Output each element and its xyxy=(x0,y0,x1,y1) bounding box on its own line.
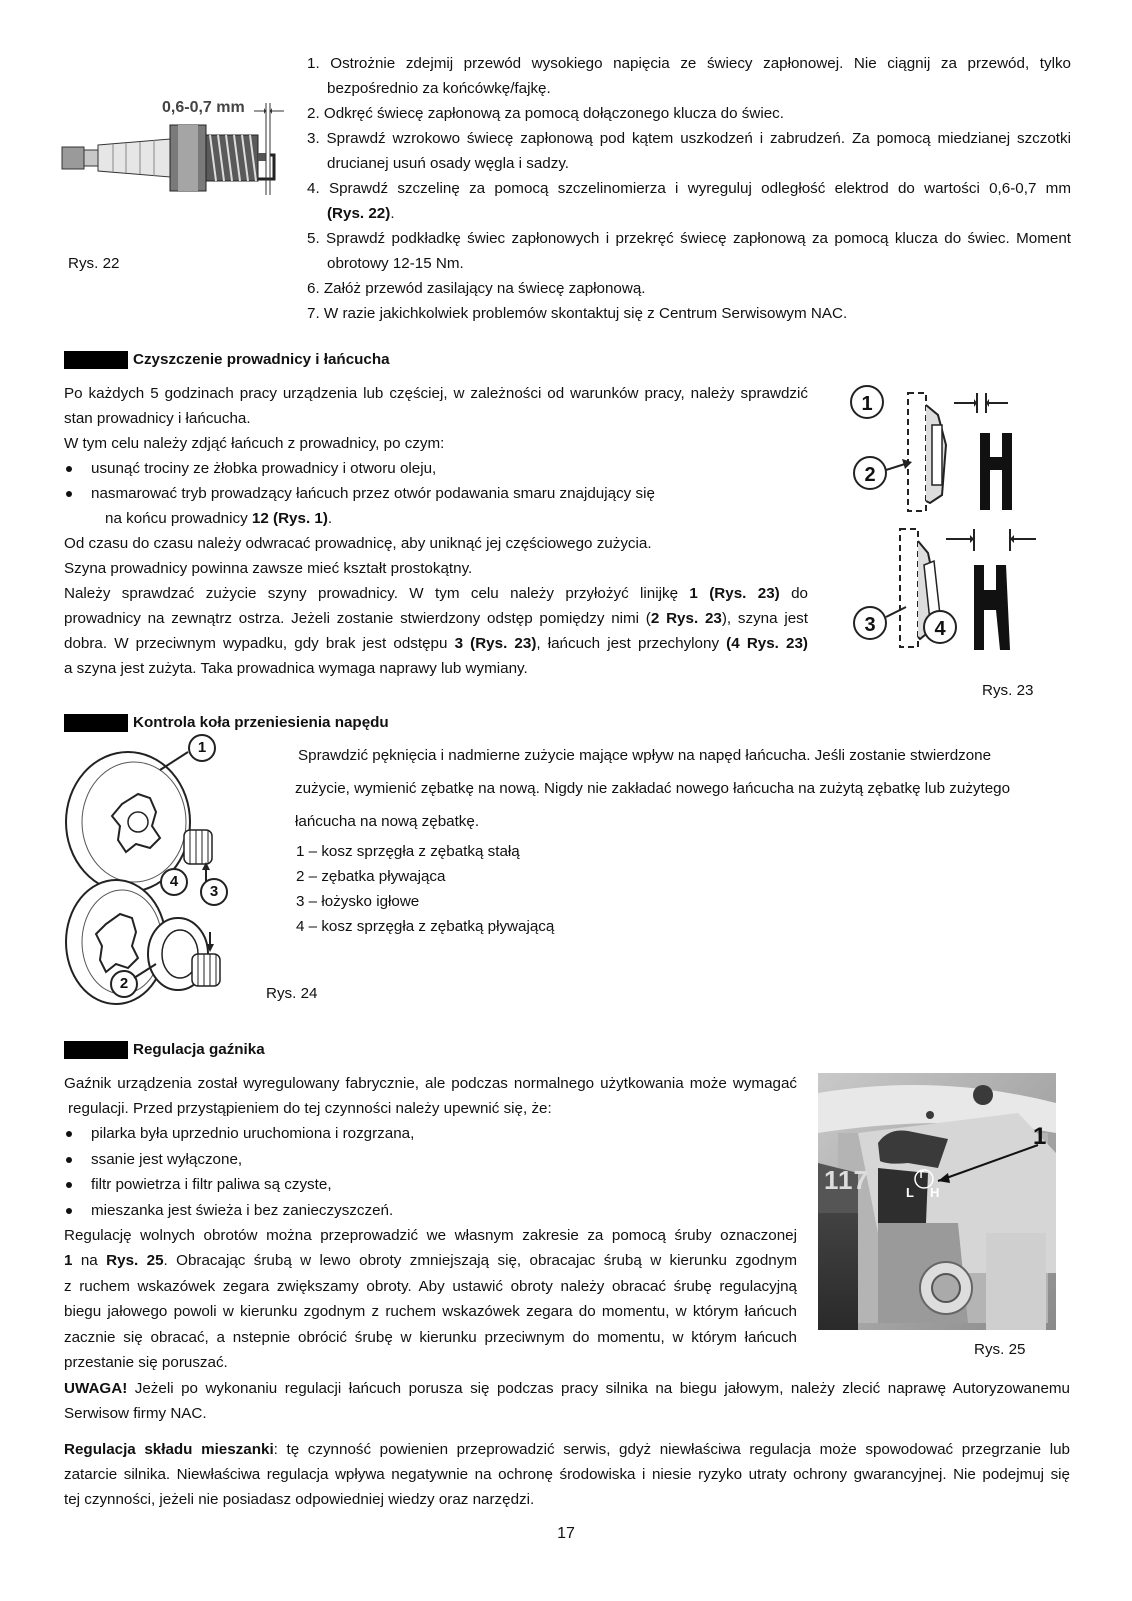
step-line: 5. Sprawdź podkładkę świec zapłonowych i przekręć świecę zapłonową za pomocą klucza do świec. Moment xyxy=(307,230,1071,247)
bullet-text: mieszanka jest świeża i bez zanieczyszczeń. xyxy=(91,1202,394,1219)
step-line: 1. Ostrożnie zdejmij przewód wysokiego napięcia ze świecy zapłonowej. Nie ciągnij za przewód, tylko xyxy=(307,55,1071,72)
fig24-label-3: 3 xyxy=(209,883,219,900)
text-line: zużycie, wymienić zębatkę na nową. Nigdy nie zakładać nowego łańcucha na zużytą zębatkę lub zużytego xyxy=(295,780,1011,797)
text-line: a szyna jest zużyta. Taka prowadnica wymaga naprawy lub wymiany. xyxy=(64,660,528,677)
text-line: 1 na Rys. 25. Obracając śrubą w lewo obroty zmniejszają się, obracajac śrubą w kierunku zgodnym xyxy=(64,1252,797,1269)
figure-ref: 1 (Rys. 23) xyxy=(689,585,780,602)
fig23-label-2: 2 xyxy=(864,464,876,486)
fig24-label-1: 1 xyxy=(197,739,207,756)
bullet xyxy=(66,1131,72,1137)
figure-ref: Rys. 25 xyxy=(106,1252,164,1269)
figure-caption-23: Rys. 23 xyxy=(982,682,1034,699)
text-line: Należy sprawdzać zużycie szyny prowadnicy. W tym celu należy przyłożyć linijkę 1 (Rys. 23) do xyxy=(64,585,808,602)
figure-caption-22: Rys. 22 xyxy=(68,255,120,272)
text-line: biegu jałowego powoli w kierunku zgodnym z ruchem wskazówek zegara do momentu, w którym łańcuch xyxy=(64,1303,797,1320)
bullet xyxy=(66,1208,72,1214)
fig25-label-1: 1 xyxy=(1033,1123,1047,1150)
section-heading-carb: Regulacja gaźnika xyxy=(133,1041,265,1058)
figure-caption-25: Rys. 25 xyxy=(974,1341,1026,1358)
text-line: Sprawdzić pęknięcia i nadmierne zużycie mające wpływ na napęd łańcucha. Jeśli zostanie stwierdzone xyxy=(298,747,992,764)
bullet-text: usunąć trociny ze żłobka prowadnicy i otworu oleju, xyxy=(91,460,437,477)
section-heading-guide: Czyszczenie prowadnicy i łańcucha xyxy=(133,351,390,368)
bullet-text: pilarka była uprzednio uruchomiona i rozgrzana, xyxy=(91,1125,415,1142)
text-line: regulacji. Przed przystąpieniem do tej czynności należy upewnić się, że: xyxy=(68,1100,552,1117)
fig25-model-number: 117 xyxy=(824,1165,869,1195)
fig23-label-3: 3 xyxy=(864,614,876,636)
figure-ref: (Rys. 22) xyxy=(327,205,391,222)
text-line: przestanie się poruszać. xyxy=(64,1354,228,1371)
fig23-label-1: 1 xyxy=(861,393,873,415)
page-number: 17 xyxy=(557,1525,575,1542)
list-item: 1 – kosz sprzęgła z zębatką stałą xyxy=(296,843,520,860)
step-line: bezpośrednio za końcówkę/fajkę. xyxy=(327,80,551,97)
mixture-line: Regulacja składu mieszanki: tę czynność powienien przeprowadzić serwis, gdyż niewłaściwa regulacja może spowodować przegrzanie lub xyxy=(64,1441,1070,1458)
warning-label: UWAGA! xyxy=(64,1380,128,1397)
fig24-label-4: 4 xyxy=(169,873,179,890)
text-line: stan prowadnicy i łańcucha. xyxy=(64,410,251,427)
text-line: Regulację wolnych obrotów można przeprowadzić we własnym zakresie za pomocą śruby oznaczonej xyxy=(64,1227,797,1244)
list-item: 4 – kosz sprzęgła z zębatką pływającą xyxy=(296,918,555,935)
figure-ref: 12 (Rys. 1) xyxy=(251,510,328,527)
text-line: W tym celu należy zdjąć łańcuch z prowadnicy, po czym: xyxy=(64,435,445,452)
warning-line: Serwisow firmy NAC. xyxy=(64,1405,207,1422)
sprocket-figure xyxy=(60,742,260,1032)
text-line: Gaźnik urządzenia został wyregulowany fabrycznie, ale podczas normalnego użytkowania może wymagać xyxy=(64,1075,797,1092)
bullet xyxy=(66,491,72,497)
figure-ref: 2 Rys. 23 xyxy=(650,610,722,627)
mixture-line: zatarcie silnika. Niewłaściwa regulacja wpływa negatywnie na ochronę środowiska i niesie ryzyko utraty ochrony gwarancyjnej. Nie podejmuj się xyxy=(64,1466,1070,1483)
gap-label: 0,6-0,7 mm xyxy=(162,99,245,116)
fig25-label-L: L xyxy=(906,1185,914,1200)
step-line: (Rys. 22). xyxy=(327,205,395,222)
step-line: 7. W razie jakichkolwiek problemów skontaktuj się z Centrum Serwisowym NAC. xyxy=(307,305,848,322)
step-line: drucianej usuń osady węgla i sadzy. xyxy=(327,155,570,172)
guide-wear-figure xyxy=(850,385,1060,675)
text-line: łańcucha na nową zębatkę. xyxy=(295,813,480,830)
mixture-label: Regulacja składu mieszanki xyxy=(64,1441,274,1458)
bullet-text: filtr powietrza i filtr paliwa są czyste, xyxy=(91,1176,332,1193)
list-item: 3 – łożysko igłowe xyxy=(296,893,420,910)
bullet xyxy=(66,1182,72,1188)
figure-ref: (4 Rys. 23) xyxy=(726,635,808,652)
figure-caption-24: Rys. 24 xyxy=(266,985,318,1002)
step-line: 2. Odkręć świecę zapłonową za pomocą dołączonego klucza do świec. xyxy=(307,105,784,122)
carburetor-photo xyxy=(818,1073,1056,1330)
fig25-label-T: T xyxy=(918,1170,925,1181)
fig25-label-H: H xyxy=(930,1185,940,1200)
text-line: zacznie się obracać, a nstepnie obrócić śrubę w kierunku przeciwnym do momentu, w którym łańcuch xyxy=(64,1329,797,1346)
fig23-label-4: 4 xyxy=(934,618,946,640)
text-line: Szyna prowadnicy powinna zawsze mieć kształt prostokątny. xyxy=(64,560,473,577)
step-line: 3. Sprawdź wzrokowo świecę zapłonową pod kątem uszkodzeń i zabrudzeń. Za pomocą miedzianej szczotki xyxy=(307,130,1071,147)
mixture-line: tej czynności, jeżeli nie posiadasz odpowiedniej wiedzy oraz narzędzi. xyxy=(64,1491,535,1508)
section-marker xyxy=(64,1041,128,1059)
step-line: 4. Sprawdź szczelinę za pomocą szczelinomierza i wyreguluj odległość elektrod do wartości 0,6-0,7 mm xyxy=(307,180,1071,197)
step-line: 6. Załóż przewód zasilający na świecę zapłonową. xyxy=(307,280,646,297)
section-marker xyxy=(64,351,128,369)
section-heading-sprocket: Kontrola koła przeniesienia napędu xyxy=(133,714,389,731)
step-line: obrotowy 12-15 Nm. xyxy=(327,255,464,272)
screw-ref: 1 xyxy=(64,1252,73,1269)
text-line: prowadnicy na zewnątrz ostrza. Jeżeli zostanie stwierdzony odstęp pomiędzy nimi (2 Rys. 23), szyna jest xyxy=(64,610,808,627)
list-item: 2 – zębatka pływająca xyxy=(296,868,446,885)
section-marker xyxy=(64,714,128,732)
figure-ref: 3 (Rys. 23) xyxy=(454,635,537,652)
warning-line: UWAGA! Jeżeli po wykonaniu regulacji łańcuch porusza się podczas pracy silnika na biegu jałowym, należy zlecić naprawę Autoryzowanemu xyxy=(64,1380,1070,1397)
text-line: Po każdych 5 godzinach pracy urządzenia lub częściej, w zależności od warunków pracy, należy sprawdzić xyxy=(64,385,808,402)
text-line: Od czasu do czasu należy odwracać prowadnicę, aby uniknąć jej częściowego zużycia. xyxy=(64,535,652,552)
text-line: dobra. W przeciwnym wypadku, gdy brak jest odstępu 3 (Rys. 23), łańcuch jest przechylony (4 Rys. 23) xyxy=(64,635,808,652)
fig24-label-2: 2 xyxy=(119,975,129,992)
bullet-text: ssanie jest wyłączone, xyxy=(91,1151,243,1168)
bullet-text: nasmarować tryb prowadzący łańcuch przez otwór podawania smaru znajdujący się xyxy=(91,485,655,502)
bullet xyxy=(66,466,72,472)
bullet xyxy=(66,1157,72,1163)
text-line: z ruchem wskazówek zegara zwiększamy obroty. Aby ustawić obroty należy obracać śrubę regulacyjną xyxy=(64,1278,797,1295)
text-line: na końcu prowadnicy 12 (Rys. 1). xyxy=(105,510,333,527)
